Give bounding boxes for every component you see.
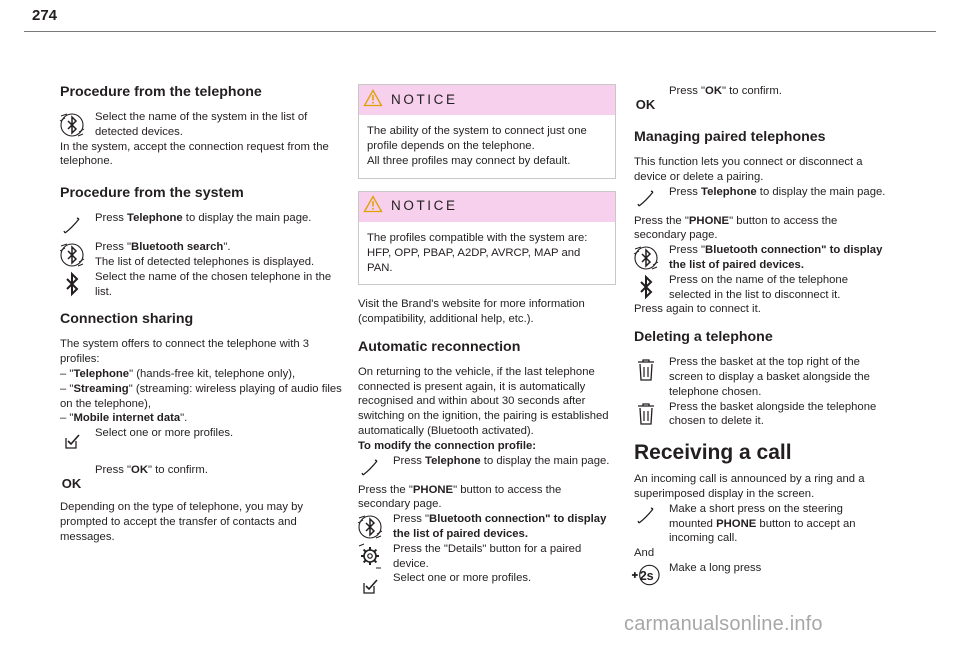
header-divider: [24, 31, 936, 32]
step-short-press: [634, 502, 888, 546]
step-long-press: [634, 561, 888, 590]
watermark: carmanualsonline.info: [624, 613, 823, 635]
bold-term: OK: [131, 464, 148, 477]
bold-term: Bluetooth search: [131, 241, 224, 254]
heading-receiving-call: Receiving a call: [634, 441, 792, 465]
notice-box: [358, 191, 616, 286]
bold-term: PHONE: [688, 214, 730, 227]
step-text: Select one or more profiles.: [393, 572, 532, 585]
step-text: Select the name of the system in the list of detected devices.: [95, 111, 308, 138]
text-fragment: ".: [180, 412, 188, 425]
text-fragment: " (hands-free kit, telephone only),: [129, 367, 296, 380]
ok-label: OK: [635, 97, 656, 113]
step-press-ok: [634, 84, 888, 113]
notice-title: NOTICE: [391, 198, 458, 214]
step-text: Press the "Details" button for a paired device.: [393, 542, 582, 570]
phone-handset-icon: [354, 454, 385, 483]
text-fragment: Make a short press on the steering mounted: [669, 502, 843, 530]
trash-icon: [630, 355, 661, 384]
text-fragment: to display the main page.: [182, 212, 312, 225]
notice-header: [359, 85, 615, 115]
paragraph: All three profiles may connect by default.: [367, 155, 571, 168]
text-fragment: " button to access the secondary page.: [358, 483, 562, 511]
heading-automatic-reconnection: Automatic reconnection: [358, 338, 521, 355]
step-select-telephone: [60, 270, 344, 300]
checkbox-icon: [354, 571, 385, 600]
notice-body: [359, 115, 615, 178]
bluetooth-icon: [630, 273, 661, 302]
gear-icon: [354, 542, 385, 571]
text-fragment: " to confirm.: [147, 464, 208, 477]
step-text: Make a long press: [669, 561, 762, 574]
paragraph: An incoming call is announced by a ring and a superimposed display in the screen.: [634, 473, 865, 500]
text-fragment: Press ": [393, 513, 430, 526]
text-fragment: Press ": [669, 244, 706, 257]
list-item: [60, 367, 344, 382]
bold-term: Telephone: [127, 212, 183, 225]
notice-body: [359, 222, 615, 285]
trash-icon: [630, 400, 661, 429]
text-fragment: Press: [393, 454, 426, 467]
paragraph: And: [634, 547, 655, 560]
bold-term: Telephone: [425, 454, 481, 467]
notice-box: [358, 84, 616, 179]
step-bluetooth-search: [60, 240, 344, 270]
bluetooth-circle-icon: [630, 243, 661, 272]
paragraph: In the system, accept the connection request from the telephone.: [60, 140, 329, 168]
bluetooth-circle-icon: [56, 240, 87, 269]
step-bluetooth-connection: [634, 243, 888, 273]
step-select-system: [60, 110, 344, 140]
ok-icon: [630, 84, 661, 113]
text-fragment: Press ": [95, 464, 132, 477]
paragraph: Depending on the type of telephone, you may by prompted to accept the transfer of contacts and messages.: [60, 501, 304, 543]
paragraph: On returning to the vehicle, if the last telephone connected is present again, it is automatically recognised and within about 30 seconds after switching on the ignition, the pairing is established automatically (Bluetooth activated).: [358, 365, 609, 437]
paragraph: Visit the Brand's website for more information (compatibility, additional help, etc.).: [358, 298, 585, 326]
step-select-profiles: [358, 571, 616, 600]
notice-header: [359, 192, 615, 222]
bold-term: To modify the connection profile:: [358, 439, 537, 452]
text-fragment: ".: [223, 241, 231, 254]
heading-procedure-system: Procedure from the system: [60, 185, 244, 202]
step-press-telephone: [634, 185, 888, 214]
bluetooth-circle-icon: [354, 512, 385, 541]
step-text: Press the basket alongside the telephone chosen to delete it.: [669, 400, 877, 428]
heading-managing-paired: Managing paired telephones: [634, 129, 826, 145]
text-fragment: Press ": [95, 241, 132, 254]
text-fragment: Press: [95, 212, 128, 225]
ok-icon: [56, 463, 87, 492]
bold-term: Streaming: [73, 382, 129, 395]
text-fragment: Press ": [669, 85, 706, 97]
svg-text:2s: 2s: [639, 569, 654, 584]
warning-triangle-icon: [363, 195, 383, 218]
bluetooth-circle-icon: [56, 110, 87, 139]
paragraph: The system offers to connect the telephone with 3 profiles:: [60, 338, 310, 366]
bluetooth-icon: [56, 270, 87, 299]
bold-term: Bluetooth connection" to display the list of paired devices.: [669, 244, 883, 271]
bold-term: Telephone: [701, 185, 757, 198]
text-fragment: – ": [60, 367, 74, 380]
step-text: Press on the name of the telephone selected in the list to disconnect it.: [669, 273, 848, 301]
step-text: Select the name of the chosen telephone in the list.: [95, 270, 332, 298]
long-press-icon: [630, 561, 661, 590]
column-left: [60, 84, 344, 545]
paragraph: The profiles compatible with the system are: HFP, OPP, PBAP, A2DP, AVRCP, MAP and PAN.: [367, 231, 588, 275]
paragraph: [358, 483, 616, 513]
bold-term: OK: [705, 85, 722, 97]
list-item: [60, 411, 344, 426]
paragraph: Press again to connect it.: [634, 303, 761, 316]
phone-handset-icon: [630, 185, 661, 214]
step-press-telephone: [358, 454, 616, 483]
text-fragment: button to accept an incoming call.: [669, 517, 856, 545]
text-fragment: Press: [669, 185, 702, 198]
text-fragment: to display the main page.: [480, 454, 610, 467]
step-disconnect: [634, 273, 888, 303]
paragraph: [634, 214, 888, 244]
step-delete-basket: [634, 400, 888, 430]
step-details: [358, 542, 616, 572]
text-fragment: to display the main page.: [756, 185, 886, 198]
text-fragment: Press the ": [634, 214, 689, 227]
page-number: 274: [32, 7, 58, 24]
bold-term: Mobile internet data: [73, 412, 181, 425]
warning-triangle-icon: [363, 89, 383, 112]
notice-title: NOTICE: [391, 91, 458, 107]
bold-term: PHONE: [716, 517, 757, 530]
checkbox-icon: [56, 426, 87, 455]
paragraph: The ability of the system to connect just one profile depends on the telephone.: [367, 125, 587, 153]
text-fragment: – ": [60, 382, 74, 395]
bold-term: PHONE: [412, 483, 454, 496]
step-text: Press the basket at the top right of the screen to display a basket alongside the telephone chosen.: [669, 356, 870, 398]
column-right: [634, 84, 888, 590]
phone-handset-icon: [56, 211, 87, 240]
text-fragment: " button to access the secondary page.: [634, 214, 838, 242]
step-bluetooth-connection: [358, 512, 616, 542]
column-middle: [358, 84, 616, 600]
bold-term: Telephone: [73, 367, 130, 380]
paragraph: This function lets you connect or disconnect a device or delete a pairing.: [634, 156, 863, 183]
subheading: [358, 439, 616, 454]
ok-label: OK: [61, 476, 82, 492]
heading-deleting-telephone: Deleting a telephone: [634, 329, 773, 346]
text-fragment: The list of detected telephones is displayed.: [95, 255, 315, 268]
list-item: [60, 382, 344, 412]
step-press-telephone: [60, 211, 344, 240]
text-fragment: Press the ": [358, 483, 413, 496]
heading-connection-sharing: Connection sharing: [60, 311, 194, 328]
step-press-ok: [60, 463, 344, 492]
phone-handset-icon: [630, 502, 661, 531]
step-press-basket: [634, 355, 888, 399]
step-select-profiles: [60, 426, 344, 455]
step-text: Select one or more profiles.: [95, 427, 234, 440]
text-fragment: – ": [60, 412, 74, 425]
heading-procedure-telephone: Procedure from the telephone: [60, 84, 262, 100]
text-fragment: " to confirm.: [721, 85, 782, 97]
bold-term: Bluetooth connection" to display the list of paired devices.: [393, 513, 607, 540]
text-fragment: " (streaming: wireless playing of audio files on the telephone),: [60, 382, 342, 410]
